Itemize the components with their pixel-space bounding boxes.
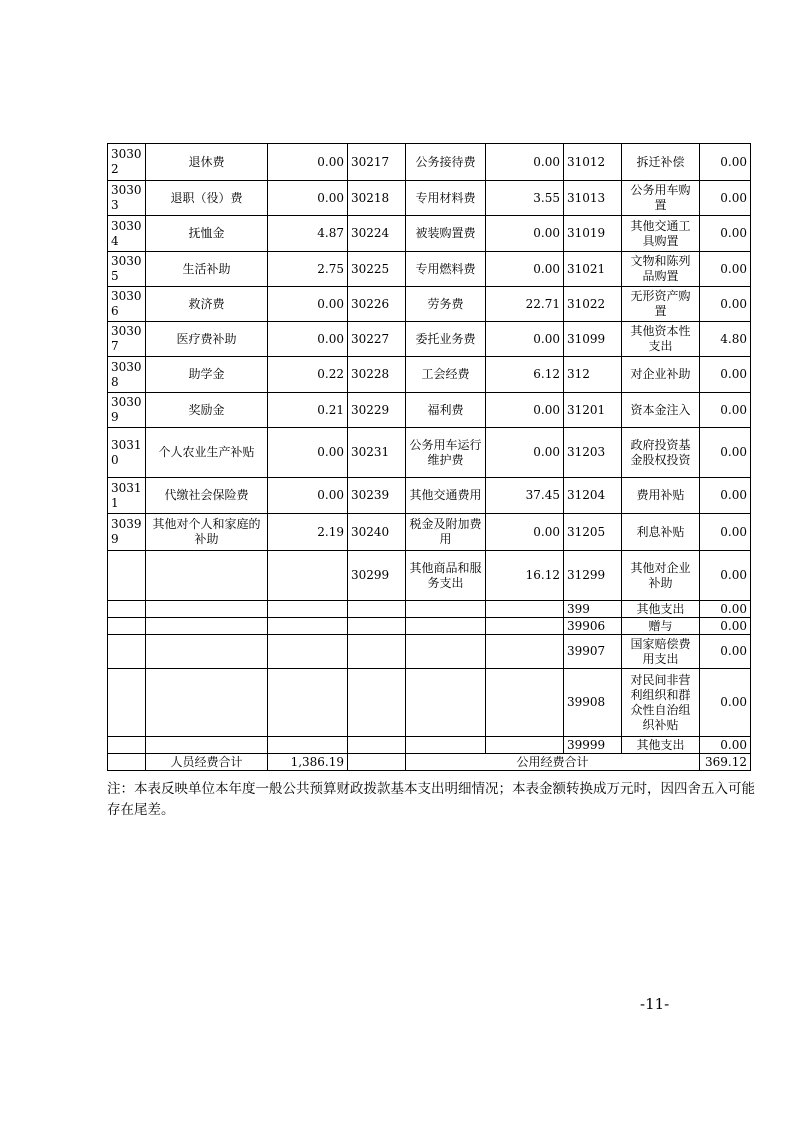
code-3: 31013	[564, 181, 622, 216]
item-name-2: 被装购置费	[406, 216, 486, 252]
amount-1: 0.21	[268, 393, 348, 428]
item-name-1: 抚恤金	[146, 216, 268, 252]
item-name-3: 资本金注入	[622, 393, 700, 428]
personnel-total-label: 人员经费合计	[146, 754, 268, 771]
item-name-2: 劳务费	[406, 287, 486, 322]
table-row	[108, 287, 751, 322]
code-3: 31012	[564, 144, 622, 181]
amount-2: 22.71	[486, 287, 564, 322]
code-2: 30229	[348, 393, 406, 428]
amount-3: 0.00	[700, 181, 751, 216]
code-3: 31203	[564, 428, 622, 478]
amount-1: 0.00	[268, 428, 348, 478]
code-1	[108, 618, 146, 635]
code-3: 31201	[564, 393, 622, 428]
item-name-2: 其他交通费用	[406, 478, 486, 514]
amount-3: 0.00	[700, 514, 751, 551]
item-name-2: 工会经费	[406, 357, 486, 393]
item-name-1: 生活补助	[146, 252, 268, 287]
code-3: 39999	[564, 737, 622, 754]
amount-2	[486, 635, 564, 669]
amount-2: 0.00	[486, 252, 564, 287]
code-1: 30311	[108, 478, 146, 514]
code-2: 30224	[348, 216, 406, 252]
item-name-3: 利息补贴	[622, 514, 700, 551]
totals-row	[108, 754, 751, 771]
code-2	[348, 618, 406, 635]
code-1	[108, 601, 146, 618]
amount-1	[268, 551, 348, 601]
amount-3: 0.00	[700, 635, 751, 669]
table-row	[108, 551, 751, 601]
amount-1	[268, 601, 348, 618]
table-footnote: 注：本表反映单位本年度一般公共预算财政拨款基本支出明细情况；本表金额转换成万元时，因四舍五入可能存在尾差。	[107, 781, 755, 818]
table-row	[108, 428, 751, 478]
amount-1: 2.19	[268, 514, 348, 551]
table-row	[108, 252, 751, 287]
code-3: 31204	[564, 478, 622, 514]
item-name-2	[406, 737, 486, 754]
item-name-1	[146, 551, 268, 601]
table-row	[108, 322, 751, 357]
item-name-3: 其他对企业补助	[622, 551, 700, 601]
table-row	[108, 478, 751, 514]
item-name-1: 医疗费补助	[146, 322, 268, 357]
code-1	[108, 737, 146, 754]
item-name-3: 文物和陈列品购置	[622, 252, 700, 287]
amount-2: 0.00	[486, 144, 564, 181]
amount-2: 0.00	[486, 322, 564, 357]
table-row	[108, 181, 751, 216]
amount-2: 0.00	[486, 514, 564, 551]
amount-1	[268, 618, 348, 635]
amount-2: 37.45	[486, 478, 564, 514]
item-name-2	[406, 601, 486, 618]
amount-3: 0.00	[700, 428, 751, 478]
item-name-2: 福利费	[406, 393, 486, 428]
code-2: 30231	[348, 428, 406, 478]
code-3: 39906	[564, 618, 622, 635]
code-2: 30228	[348, 357, 406, 393]
code-3: 31022	[564, 287, 622, 322]
item-name-2: 公务接待费	[406, 144, 486, 181]
personnel-total-value: 1,386.19	[268, 754, 348, 771]
public-total-value: 369.12	[700, 754, 751, 771]
amount-3: 0.00	[700, 216, 751, 252]
code-3: 39907	[564, 635, 622, 669]
amount-3: 0.00	[700, 252, 751, 287]
amount-2	[486, 669, 564, 737]
amount-3: 4.80	[700, 322, 751, 357]
item-name-1: 退休费	[146, 144, 268, 181]
amount-3: 0.00	[700, 287, 751, 322]
code-2: 30225	[348, 252, 406, 287]
table-row	[108, 216, 751, 252]
amount-2: 0.00	[486, 428, 564, 478]
amount-3: 0.00	[700, 393, 751, 428]
page-number: -11-	[640, 995, 670, 1013]
code-3: 399	[564, 601, 622, 618]
code-1: 30304	[108, 216, 146, 252]
item-name-2	[406, 635, 486, 669]
item-name-1	[146, 635, 268, 669]
code-1: 30305	[108, 252, 146, 287]
item-name-3: 国家赔偿费用支出	[622, 635, 700, 669]
item-name-3: 对企业补助	[622, 357, 700, 393]
amount-3: 0.00	[700, 737, 751, 754]
code-3: 31021	[564, 252, 622, 287]
item-name-3: 其他资本性支出	[622, 322, 700, 357]
code-1: 30310	[108, 428, 146, 478]
code-2: 30217	[348, 144, 406, 181]
table-row	[108, 618, 751, 635]
code-3: 39908	[564, 669, 622, 737]
code-2	[348, 601, 406, 618]
item-name-1	[146, 601, 268, 618]
amount-1: 0.00	[268, 144, 348, 181]
code-3: 31019	[564, 216, 622, 252]
item-name-1: 其他对个人和家庭的补助	[146, 514, 268, 551]
code-2: 30240	[348, 514, 406, 551]
code-1	[108, 551, 146, 601]
amount-1: 2.75	[268, 252, 348, 287]
amount-2	[486, 618, 564, 635]
code-1	[108, 669, 146, 737]
code-1: 30309	[108, 393, 146, 428]
code-1	[108, 635, 146, 669]
amount-1: 4.87	[268, 216, 348, 252]
budget-expense-table	[107, 143, 751, 771]
table-row	[108, 601, 751, 618]
item-name-1	[146, 618, 268, 635]
item-name-3: 政府投资基金股权投资	[622, 428, 700, 478]
code-1: 30308	[108, 357, 146, 393]
table-row	[108, 737, 751, 754]
amount-1: 0.00	[268, 181, 348, 216]
table-row	[108, 357, 751, 393]
table-row	[108, 393, 751, 428]
amount-1: 0.00	[268, 478, 348, 514]
code-3: 31099	[564, 322, 622, 357]
item-name-2: 专用燃料费	[406, 252, 486, 287]
code-2: 30239	[348, 478, 406, 514]
code-1: 30306	[108, 287, 146, 322]
code-1: 30303	[108, 181, 146, 216]
amount-1: 0.00	[268, 322, 348, 357]
amount-1: 0.00	[268, 287, 348, 322]
amount-3: 0.00	[700, 601, 751, 618]
code-3: 31205	[564, 514, 622, 551]
amount-2: 3.55	[486, 181, 564, 216]
table-row	[108, 669, 751, 737]
item-name-3: 对民间非营利组织和群众性自治组织补贴	[622, 669, 700, 737]
code-3: 312	[564, 357, 622, 393]
item-name-2: 其他商品和服务支出	[406, 551, 486, 601]
code-1: 30302	[108, 144, 146, 181]
code-2	[348, 737, 406, 754]
amount-3: 0.00	[700, 669, 751, 737]
amount-2: 0.00	[486, 216, 564, 252]
amount-2	[486, 737, 564, 754]
code-1: 30307	[108, 322, 146, 357]
amount-3: 0.00	[700, 144, 751, 181]
item-name-2: 公务用车运行维护费	[406, 428, 486, 478]
amount-2: 16.12	[486, 551, 564, 601]
item-name-1: 助学金	[146, 357, 268, 393]
item-name-1: 救济费	[146, 287, 268, 322]
table-row	[108, 514, 751, 551]
item-name-3: 其他支出	[622, 737, 700, 754]
code-2	[348, 635, 406, 669]
amount-3: 0.00	[700, 478, 751, 514]
code-2: 30218	[348, 181, 406, 216]
amount-3: 0.00	[700, 551, 751, 601]
code-2: 30226	[348, 287, 406, 322]
item-name-2: 委托业务费	[406, 322, 486, 357]
amount-3: 0.00	[700, 618, 751, 635]
amount-1	[268, 669, 348, 737]
item-name-1: 奖励金	[146, 393, 268, 428]
item-name-1: 退职（役）费	[146, 181, 268, 216]
item-name-2: 专用材料费	[406, 181, 486, 216]
amount-1: 0.22	[268, 357, 348, 393]
amount-2: 6.12	[486, 357, 564, 393]
item-name-2: 税金及附加费用	[406, 514, 486, 551]
amount-1	[268, 635, 348, 669]
code-3: 31299	[564, 551, 622, 601]
item-name-3: 拆迁补偿	[622, 144, 700, 181]
item-name-3: 费用补贴	[622, 478, 700, 514]
item-name-3: 其他交通工具购置	[622, 216, 700, 252]
table-row	[108, 635, 751, 669]
amount-1	[268, 737, 348, 754]
item-name-1: 个人农业生产补贴	[146, 428, 268, 478]
item-name-3: 其他支出	[622, 601, 700, 618]
code-2: 30227	[348, 322, 406, 357]
table-row	[108, 144, 751, 181]
item-name-3: 无形资产购置	[622, 287, 700, 322]
public-total-label: 公用经费合计	[406, 754, 700, 771]
item-name-1	[146, 669, 268, 737]
item-name-3: 公务用车购置	[622, 181, 700, 216]
code-2	[348, 669, 406, 737]
code-2: 30299	[348, 551, 406, 601]
code-1: 30399	[108, 514, 146, 551]
item-name-1: 代缴社会保险费	[146, 478, 268, 514]
item-name-2	[406, 618, 486, 635]
amount-3: 0.00	[700, 357, 751, 393]
item-name-1	[146, 737, 268, 754]
item-name-2	[406, 669, 486, 737]
item-name-3: 赠与	[622, 618, 700, 635]
amount-2	[486, 601, 564, 618]
amount-2: 0.00	[486, 393, 564, 428]
